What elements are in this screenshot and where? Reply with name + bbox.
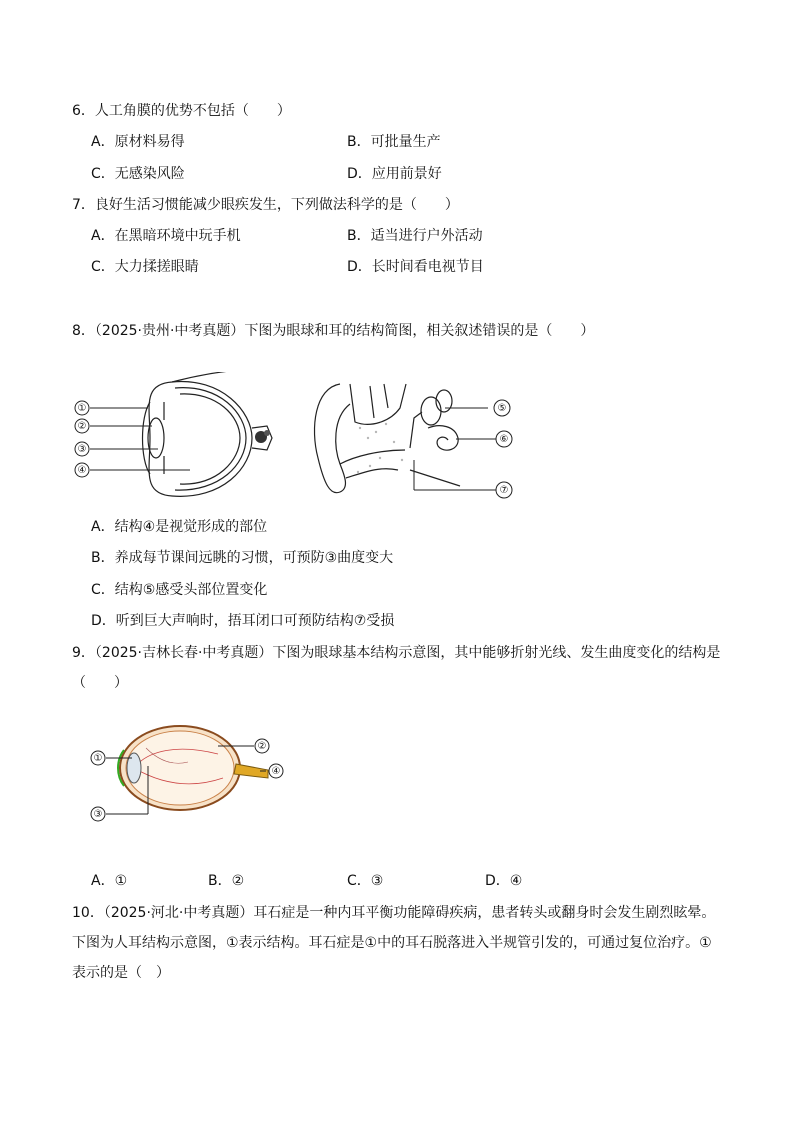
q7-option-c[interactable]: C．大力揉搓眼睛 (91, 259, 199, 275)
q8-option-a[interactable]: A．结构④是视觉形成的部位 (91, 519, 268, 535)
q8-ear-label-5: ⑤ (497, 403, 507, 414)
question-8-stem: 8．（2025·贵州·中考真题）下图为眼球和耳的结构简图，相关叙述错误的是（ ） (72, 323, 595, 339)
question-9-stem: 9．（2025·吉林长春·中考真题）下图为眼球基本结构示意图，其中能够折射光线、发生曲度变化的结构是（ ） (72, 645, 721, 691)
question-7-stem: 7．良好生活习惯能减少眼疾发生，下列做法科学的是（ ） (72, 197, 459, 213)
q7-option-b[interactable]: B．适当进行户外活动 (347, 228, 483, 244)
q9-eye-diagram (88, 720, 288, 825)
q8-eye-label-4: ④ (77, 465, 87, 476)
q8-option-c[interactable]: C．结构⑤感受头部位置变化 (91, 582, 268, 598)
q6-option-a[interactable]: A．原材料易得 (91, 134, 185, 150)
question-6-stem: 6．人工角膜的优势不包括（ ） (72, 103, 291, 119)
q9-option-c[interactable]: C．③ (347, 873, 384, 889)
q9-label-3: ③ (93, 809, 103, 820)
q7-option-d[interactable]: D．长时间看电视节目 (347, 259, 484, 275)
q8-option-b[interactable]: B．养成每节课间远眺的习惯，可预防③曲度变大 (91, 550, 394, 566)
q8-eye-label-1: ① (77, 403, 87, 414)
q9-option-d[interactable]: D．④ (485, 873, 523, 889)
q9-option-b[interactable]: B．② (208, 873, 245, 889)
question-10-stem: 10．（2025·河北·中考真题）耳石症是一种内耳平衡功能障碍疾病，患者转头或翻身时会发生剧烈眩晕。下图为人耳结构示意图，①表示结构。耳石症是①中的耳石脱落进入半规管引发的，可通过复位治疗。①表示的是（ ） (72, 905, 716, 981)
q8-ear-label-7: ⑦ (499, 485, 509, 496)
q9-label-2: ② (257, 741, 267, 752)
q8-eye-label-3: ③ (77, 444, 87, 455)
q6-option-c[interactable]: C．无感染风险 (91, 166, 185, 182)
q7-option-a[interactable]: A．在黑暗环境中玩手机 (91, 228, 241, 244)
q8-eye-label-2: ② (77, 421, 87, 432)
q8-option-d[interactable]: D．听到巨大声响时，捂耳闭口可预防结构⑦受损 (91, 613, 395, 629)
q6-option-b[interactable]: B．可批量生产 (347, 134, 441, 150)
q9-label-1: ① (93, 753, 103, 764)
q9-label-4: ④ (271, 766, 281, 777)
q9-option-a[interactable]: A．① (91, 873, 128, 889)
q8-ear-label-6: ⑥ (499, 434, 509, 445)
q8-eye-diagram (72, 372, 282, 507)
q6-option-d[interactable]: D．应用前景好 (347, 166, 442, 182)
q8-ear-diagram (310, 378, 520, 503)
